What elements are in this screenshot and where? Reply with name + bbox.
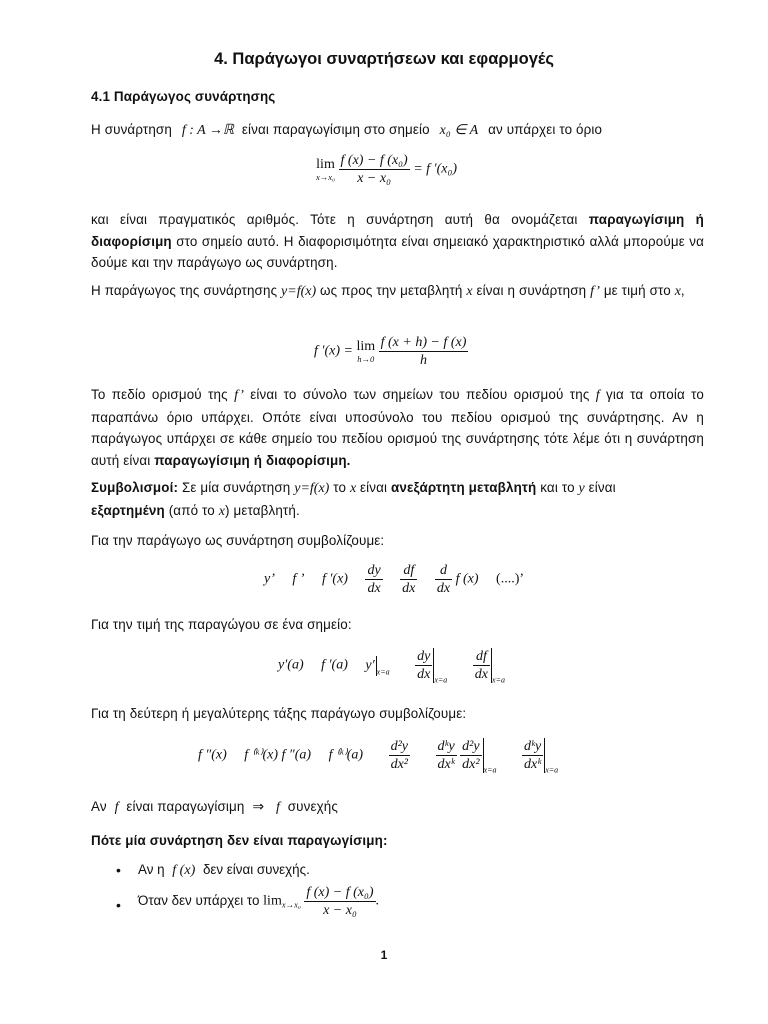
bold-term: ανεξάρτητη μεταβλητή (391, 480, 537, 495)
paragraph-derivative-function (91, 280, 704, 303)
text: αν υπάρχει το όριο (488, 122, 603, 137)
symbol: f ″(a) (281, 747, 312, 763)
paragraph-notation-function: Για την παράγωγο ως συνάρτηση συμβολίζουμε: (91, 533, 385, 548)
symbol: y′(a) (278, 657, 304, 673)
text: είναι (588, 480, 616, 495)
numerator: dᵏy (437, 739, 455, 754)
math: x (674, 284, 681, 299)
numerator: f (x + h) − f (x) (380, 335, 467, 350)
symbol: f ⁽ᵏ⁾(a) (328, 747, 364, 763)
numerator: d²y (462, 739, 480, 754)
text: . (375, 893, 380, 909)
math: y (578, 481, 585, 496)
page-number: 1 (380, 948, 388, 962)
eval-subscript: x=a (545, 765, 559, 775)
bullet-icon: • (116, 897, 121, 913)
paragraph-domain (91, 384, 704, 471)
bold-term: παραγωγίσιμη ή διαφορίσιμη. (154, 452, 351, 468)
evaluation-bar (365, 656, 376, 676)
lim-word: lim (263, 893, 282, 909)
evaluation-bar (415, 648, 434, 683)
inline-limit (263, 884, 379, 919)
lim-subscript: h→0 (357, 353, 375, 364)
text: , (680, 283, 685, 298)
eval-subscript: x=a (376, 667, 390, 677)
symbol: f ′(a) (321, 657, 348, 673)
lim-subscript: x→x₀ (281, 899, 301, 910)
text: στο σημείο αυτό. Η διαφορισιμότητα είναι σημειακό χαρακτηριστικό αλλά μπορούμε να δούμε και την παράγωγο ως συνάρτηση. (91, 233, 704, 270)
fraction-d-dx (435, 562, 452, 597)
math: y=f(x) (294, 481, 330, 496)
fraction-kth-derivative (522, 738, 543, 773)
text: συνεχής (287, 799, 338, 814)
eval-subscript: x=a (483, 765, 497, 775)
paragraph-notation-point: Για την τιμή της παραγώγου σε ένα σημείο: (91, 617, 352, 632)
numerator: f (x) − f (x₀) (306, 885, 374, 900)
fraction-df-dx (400, 562, 417, 597)
math: x (349, 481, 357, 496)
evaluation-bar (460, 738, 483, 773)
implies-icon: ⇒ (252, 800, 265, 815)
text: ) μεταβλητή. (225, 502, 300, 518)
denominator: dx (402, 581, 416, 596)
math: f (x) (172, 863, 196, 878)
numerator: dᵏy (524, 739, 542, 754)
bold-term: παραγωγίσιμη ή διαφορίσιμη (91, 212, 705, 249)
equation-lhs: f ′(x) = (314, 343, 353, 359)
symbol: f ″(x) (198, 747, 227, 763)
equation-notation-function (264, 562, 524, 597)
math: f (114, 800, 119, 815)
bullet-icon: • (116, 862, 121, 878)
denominator: dx (417, 667, 431, 682)
fraction-second-derivative (389, 738, 410, 773)
paragraph-differentiable (91, 209, 704, 274)
denominator: x − x₀ (357, 171, 391, 186)
numerator: df (473, 648, 490, 666)
text: είναι το σύνολο των σημείων του πεδίου ορισμού της (250, 387, 590, 402)
equation-derivative-function (314, 334, 468, 369)
text: Η παράγωγος της συνάρτησης (91, 283, 278, 298)
math: y=f(x) (281, 284, 317, 299)
math: f’ (590, 284, 600, 299)
fraction-second-derivative (460, 738, 481, 773)
text: το (333, 480, 347, 495)
bold-term: εξαρτημένη (91, 502, 165, 518)
subheading-not-differentiable: Πότε μία συνάρτηση δεν είναι παραγωγίσιμη: (91, 833, 388, 848)
difference-quotient (304, 884, 375, 919)
math: x (466, 284, 473, 299)
text: Το πεδίο ορισμού της (91, 387, 228, 402)
text: Αν η (138, 862, 165, 877)
text: και το (540, 480, 575, 495)
fraction-dy-dx (365, 562, 382, 597)
denominator: dx (367, 581, 381, 596)
symbol: f ⁽ᵏ⁾(x) (244, 747, 279, 763)
text: είναι η συνάρτηση (476, 283, 587, 298)
eval-subscript: x=a (492, 675, 505, 685)
symbol: y’ (264, 571, 275, 587)
equation-notation-point (278, 648, 505, 685)
text: είναι (360, 480, 388, 495)
symbol: f ’ (292, 571, 305, 587)
numerator: f (x) − f (x₀) (340, 153, 408, 168)
symbol: f ′(x) (321, 571, 348, 587)
equation-rhs: = f ′(x₀) (413, 161, 457, 177)
text: (από το (168, 502, 215, 518)
numerator: dy (367, 563, 381, 578)
equation-notation-higher (198, 738, 558, 775)
fraction-df-dx (473, 648, 490, 683)
paragraph-notation (91, 477, 704, 522)
lim-subscript: x→x₀ (316, 171, 336, 182)
symbol: (....)’ (496, 571, 525, 587)
denominator: dxᵏ (524, 757, 542, 772)
math: f (595, 388, 600, 403)
paragraph-notation-higher: Για τη δεύτερη ή μεγαλύτερης τάξης παράγωγο συμβολίζουμε: (91, 706, 467, 721)
text: ως προς την μεταβλητή (320, 283, 463, 298)
numerator: d²y (390, 739, 409, 754)
text: Η συνάρτηση (91, 122, 172, 137)
lim-word: lim (356, 338, 376, 354)
numerator: df (400, 562, 417, 580)
section-heading: 4.1 Παράγωγος συνάρτησης (91, 89, 276, 104)
evaluation-bar (522, 738, 545, 773)
text: Σε μία συνάρτηση (181, 480, 291, 495)
denominator: h (419, 353, 427, 368)
eval-subscript: x=a (434, 675, 448, 685)
paragraph-continuity (91, 796, 704, 819)
chapter-title: 4. Παράγωγοι συναρτήσεων και εφαρμογές (214, 50, 554, 68)
math: f (275, 800, 280, 815)
difference-quotient (379, 334, 469, 369)
equation-derivative-at-point (316, 152, 457, 187)
denominator: x − x₀ (323, 903, 357, 918)
text: δεν είναι συνεχής. (202, 862, 310, 877)
math: f’ (234, 388, 244, 403)
fraction-dy-dx (415, 648, 432, 683)
difference-quotient (339, 152, 410, 187)
denominator: dx (474, 667, 489, 682)
limit-operator (356, 340, 375, 364)
list-item-text (138, 884, 379, 919)
text: και είναι πραγματικός αριθμός. Τότε η συνάρτηση αυτή θα ονομάζεται (91, 212, 578, 227)
denominator: dx (436, 581, 451, 596)
text: είναι παραγωγίσιμη (126, 799, 245, 814)
math-function-map: f : A →ℝ (181, 123, 235, 138)
denominator: dxᵏ (437, 757, 455, 772)
paragraph-definition (91, 119, 704, 142)
limit-operator (316, 158, 335, 182)
fraction-kth-derivative (436, 738, 457, 773)
text: για τα οποία το παραπάνω όριο υπάρχει. Οπότε είναι υποσύνολο του πεδίου ορισμού της συνάρτησης. Αν η παράγωγος υπάρχει σε κάθε σημείο του πεδίου ορισμού της συνάρτησης τότε λέμε ότι η συνάρτηση αυτή είναι (91, 387, 705, 468)
text: Όταν δεν υπάρχει το (138, 893, 260, 909)
text: είναι παραγωγίσιμη στο σημείο (241, 122, 430, 137)
numerator: dy (417, 649, 431, 664)
symbol: f (x) (455, 571, 479, 587)
denominator: dx² (390, 757, 409, 772)
evaluation-bar (473, 648, 492, 683)
text: Αν (91, 799, 107, 814)
math: x (218, 503, 226, 519)
text: με τιμή στο (603, 283, 671, 298)
lim-word: lim (316, 156, 335, 172)
math-point: x₀ ∈ A (439, 123, 479, 138)
denominator: dx² (462, 757, 480, 772)
bold-heading: Συμβολισμοί: (91, 480, 179, 495)
symbol: y′ (365, 657, 375, 673)
numerator: d (435, 562, 452, 580)
list-item-text (138, 862, 310, 879)
